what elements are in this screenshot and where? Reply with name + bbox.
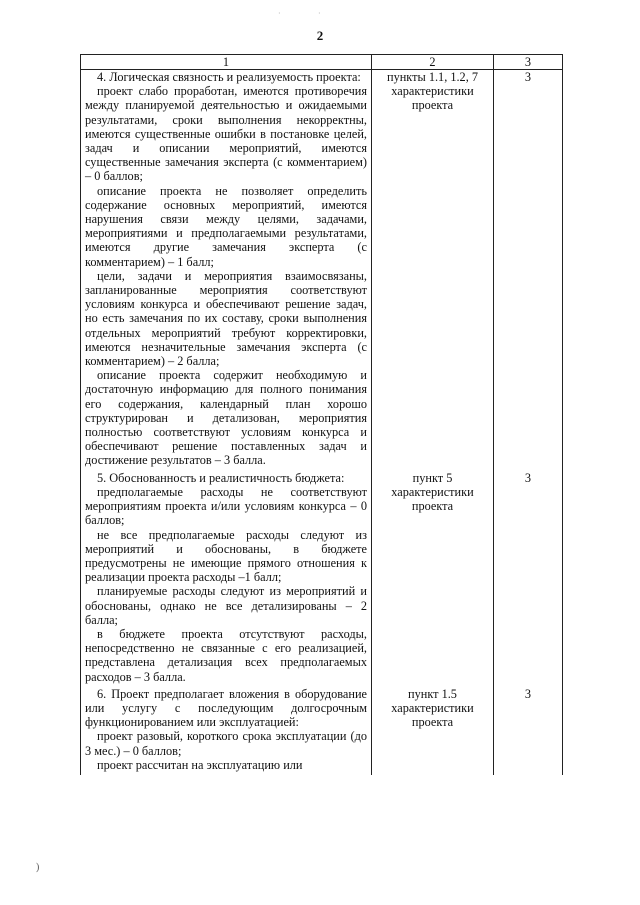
- reference-cell: пункты 1.1, 1.2, 7 характеристики проекта: [372, 70, 494, 471]
- criterion-title: 6. Проект предполагает вложения в оборудование или услугу с последующим долгосрочным функционированием или эксплуатацией:: [85, 686, 367, 730]
- scan-dot: ·: [318, 9, 321, 18]
- header-cell: 1: [81, 55, 372, 70]
- header-cell: 3: [494, 55, 563, 70]
- page-number: 2: [316, 28, 324, 43]
- criterion-cell: [81, 687, 372, 775]
- score-cell: 3: [494, 70, 563, 471]
- reference-cell: пункт 1.5 характеристики проекта: [372, 687, 494, 775]
- header-cell: 2: [372, 55, 494, 70]
- criterion-paragraph: не все предполагаемые расходы следуют из мероприятий и обоснованы, в бюджете предусмотрены не имеющие прямого отношения к реализации проекта расходы –1 балл;: [85, 527, 367, 585]
- criterion-paragraph: проект разовый, короткого срока эксплуатации (до 3 мес.) – 0 баллов;: [85, 729, 367, 758]
- criterion-paragraph: описание проекта содержит необходимую и достаточную информацию для полного понимания его содержания, календарный план хорошо структурирован и детализован, мероприятия полностью соответствуют условиям конкурса и обеспечивают решение поставленных задач и достижение результатов – 3 балла.: [85, 368, 367, 468]
- scan-dot: ·: [278, 9, 281, 18]
- table-row: [81, 687, 563, 775]
- criterion-paragraph: проект слабо проработан, имеются противоречия между планируемой деятельностью и ожидаемыми результатами, сроки выполнения некорректны, имеются существенные ошибки в постановке целей, задач и описании мероприятий, имеются существенные замечания эксперта (с комментарием) – 0 баллов;: [85, 84, 367, 184]
- criterion-paragraph: цели, задачи и мероприятия взаимосвязаны, запланированные мероприятия соответствуют условиям конкурса и обеспечивают решение задач, но есть замечания по их составу, сроки выполнения отдельных мероприятий требуют корректировки, имеются незначительные замечания эксперта (с комментарием) – 2 балла;: [85, 268, 367, 369]
- score-cell: 3: [494, 687, 563, 775]
- table-row: [81, 70, 563, 471]
- score-cell: 3: [494, 471, 563, 687]
- criterion-cell: [81, 471, 372, 687]
- header-row: [81, 55, 563, 70]
- criteria-table: [80, 54, 563, 775]
- criterion-cell: [81, 70, 372, 471]
- criterion-paragraph: описание проекта не позволяет определить содержание основных мероприятий, имеются нарушения связи между целями, задачами, мероприятиями и предполагаемыми результатами, имеются другие замечания эксперта (с комментарием) – 1 балл;: [85, 183, 367, 269]
- table-row: [81, 471, 563, 687]
- criterion-title: 5. Обоснованность и реалистичность бюджета:: [97, 470, 345, 485]
- criterion-paragraph: предполагаемые расходы не соответствуют мероприятиям проекта и/или условиям конкурса – 0 баллов;: [85, 484, 367, 528]
- scan-mark: ): [36, 862, 40, 873]
- criterion-paragraph: планируемые расходы следуют из мероприятий и обоснованы, однако не все детализированы – 2 балла;: [85, 584, 367, 627]
- reference-cell: пункт 5 характеристики проекта: [372, 471, 494, 687]
- criterion-paragraph: в бюджете проекта отсутствуют расходы, непосредственно не связанные с его реализацией, представлена детализация всех предполагаемых расходов – 3 балла.: [85, 626, 367, 684]
- criterion-paragraph: проект рассчитан на эксплуатацию или: [97, 757, 303, 772]
- criterion-title: 4. Логическая связность и реализуемость проекта:: [97, 70, 361, 84]
